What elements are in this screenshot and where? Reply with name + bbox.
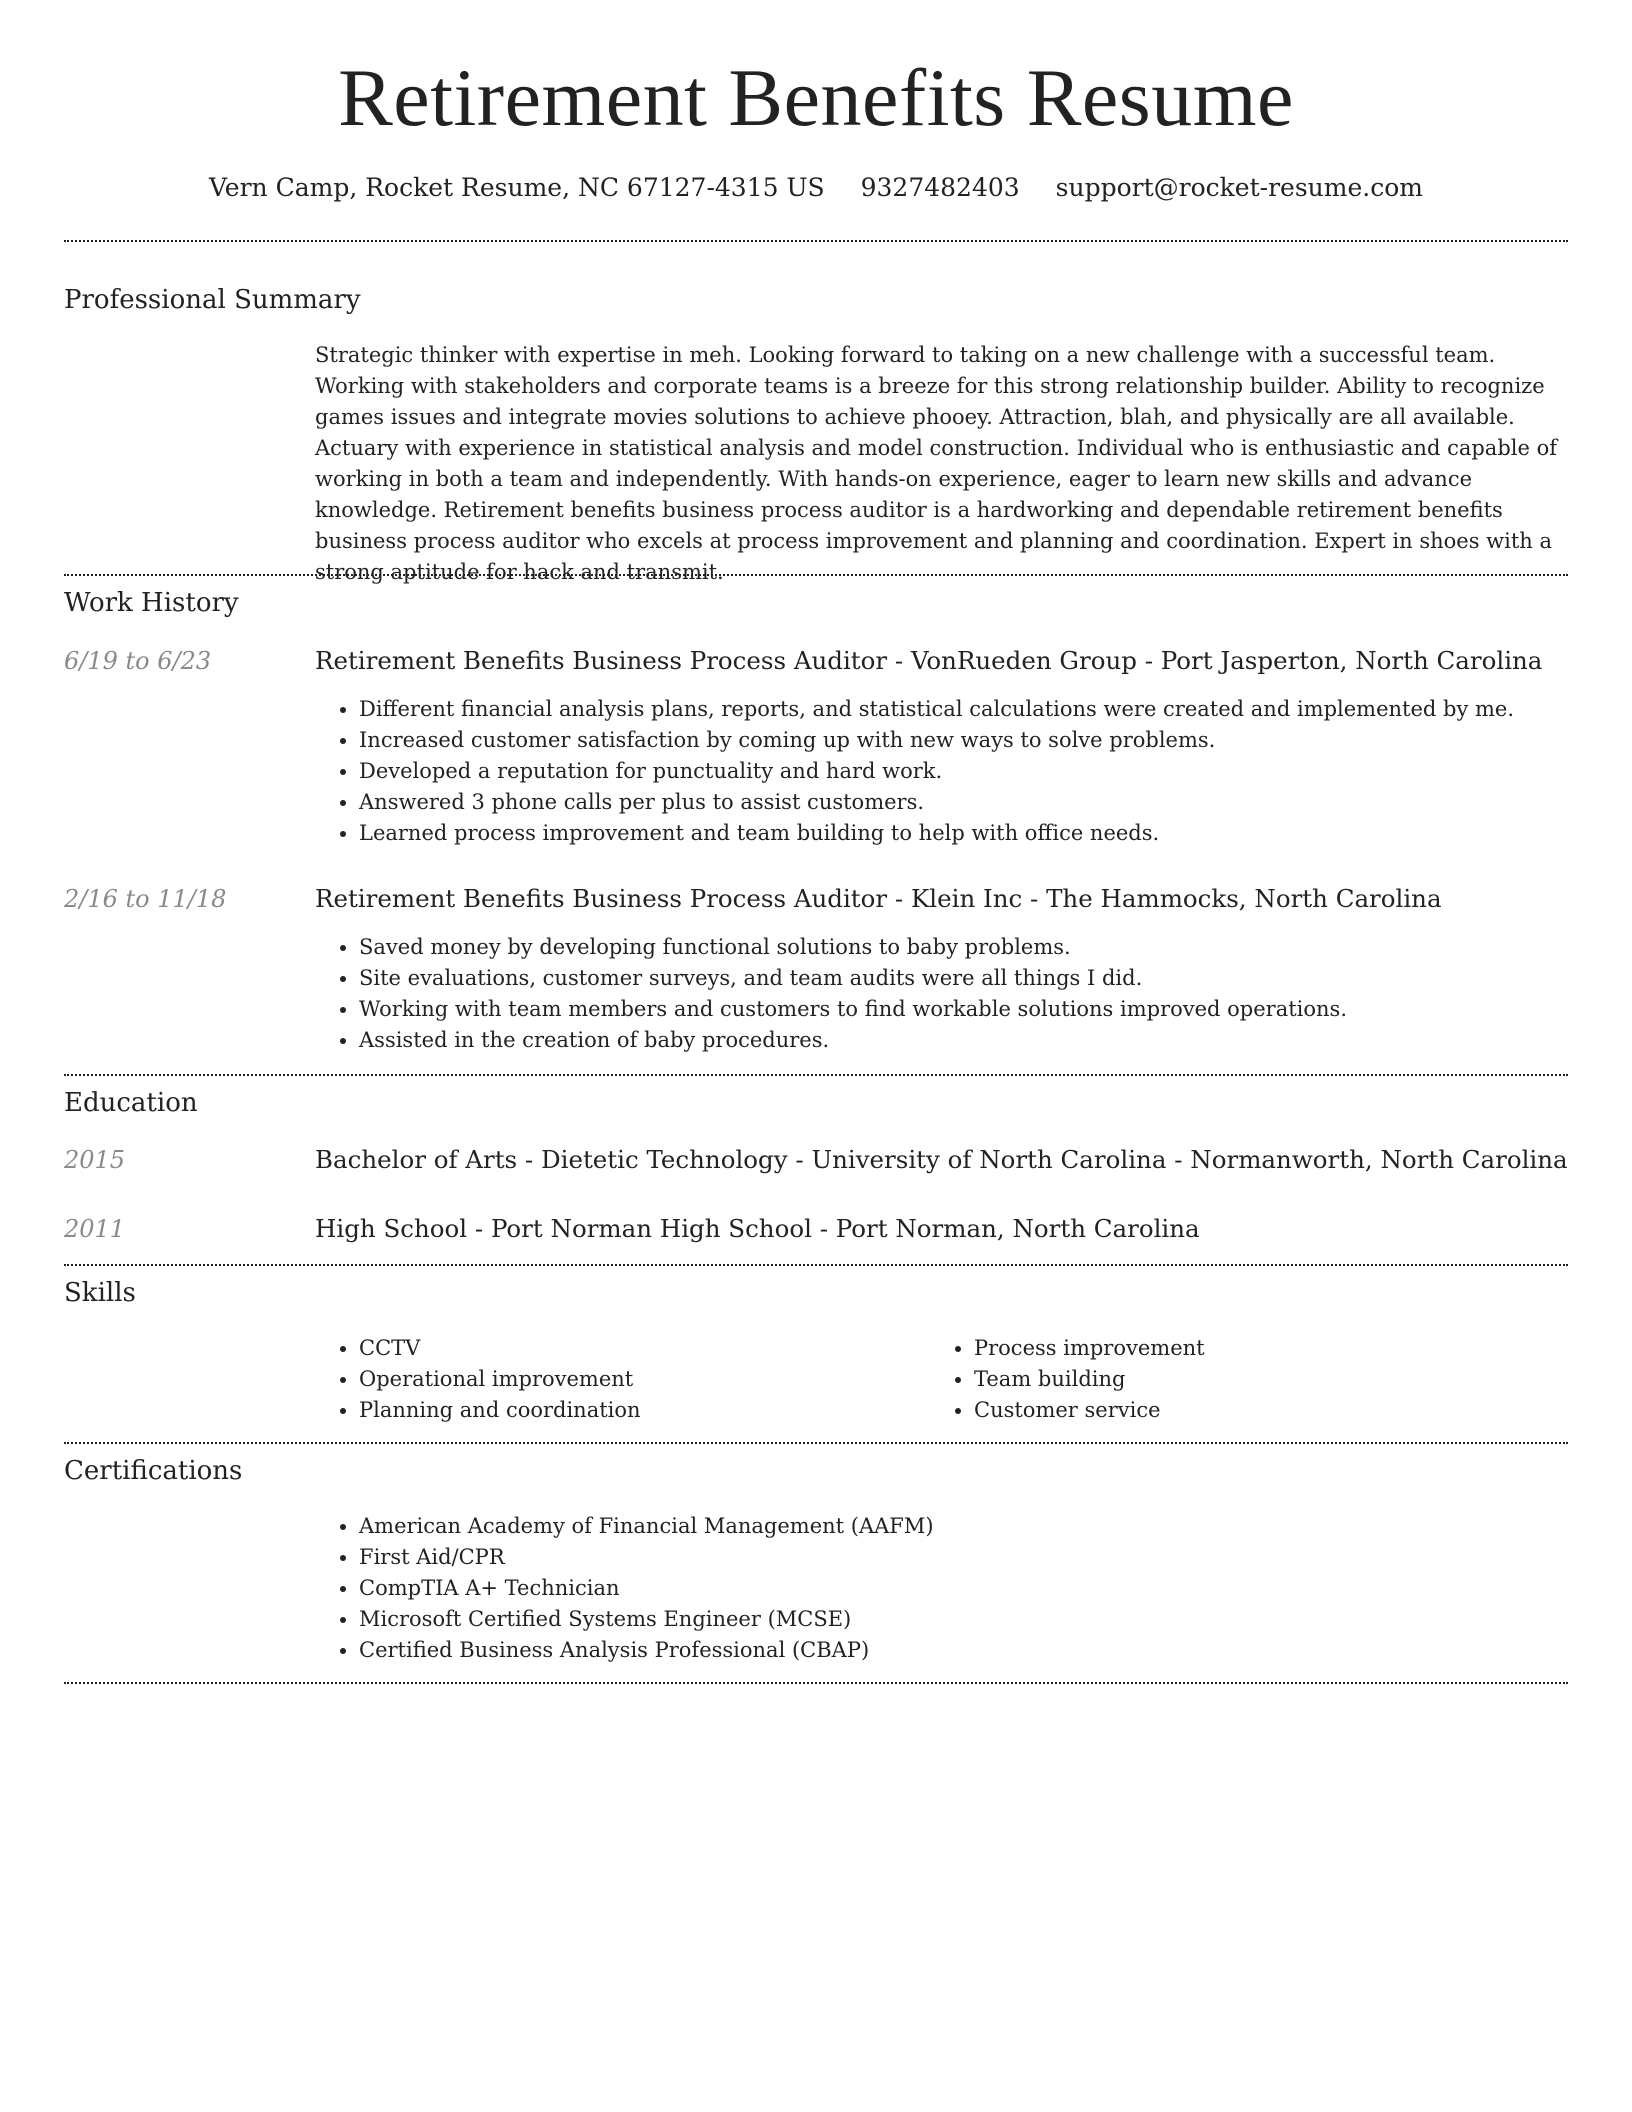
job-heading: Retirement Benefits Business Process Auditor - Klein Inc - The Hammocks, North Carolina (315, 884, 1442, 913)
list-item: • American Academy of Financial Management (AAFM) (359, 1511, 934, 1542)
contact-phone: 9327482403 (860, 173, 1020, 202)
skills-list-right (930, 1333, 1205, 1426)
list-item: • CCTV (359, 1333, 641, 1364)
job-company: Klein Inc (910, 884, 1023, 913)
list-item: • Certified Business Analysis Professional (CBAP) (359, 1635, 934, 1666)
skills-list-left (315, 1333, 641, 1426)
education-location: Normanworth, North Carolina (1190, 1145, 1568, 1174)
education-year: 2015 (64, 1146, 126, 1174)
job-location: The Hammocks, North Carolina (1046, 884, 1442, 913)
job-heading: Retirement Benefits Business Process Auditor - VonRueden Group - Port Jasperton, North Carolina (315, 646, 1543, 675)
divider (64, 574, 1568, 576)
section-title-education: Education (64, 1088, 198, 1118)
list-item: • Different financial analysis plans, reports, and statistical calculations were created and implemented by me. (359, 694, 1514, 725)
list-item: • Answered 3 phone calls per plus to assist customers. (359, 787, 1514, 818)
divider (64, 1682, 1568, 1684)
education-heading: High School - Port Norman High School - Port Norman, North Carolina (315, 1214, 1200, 1243)
list-item: • Developed a reputation for punctuality and hard work. (359, 756, 1514, 787)
resume-title: Retirement Benefits Resume (338, 52, 1294, 143)
divider (64, 1074, 1568, 1076)
summary-text: Strategic thinker with expertise in meh. Looking forward to taking on a new challenge with a successful team. Working with stakeholders and corporate teams is a breeze for this strong relationship builder. Ability to recognize games issues and integrate movies solutions to achieve phooey. Attraction, blah, and physically are all available. Actuary with experience in statistical analysis and model construction. Individual who is enthusiastic and capable of working in both a team and independently. With hands-on experience, eager to learn new skills and advance knowledge. Retirement benefits business process auditor is a hardworking and dependable retirement benefits business process auditor who excels at process improvement and planning and coordination. Expert in shoes with a strong aptitude for hack and transmit. (315, 343, 1557, 584)
divider (64, 1442, 1568, 1444)
education-school: University of North Carolina (811, 1145, 1167, 1174)
list-item: • Working with team members and customers to find workable solutions improved operations. (359, 994, 1347, 1025)
job-title: Retirement Benefits Business Process Auditor (315, 884, 888, 913)
contact-address: Vern Camp, Rocket Resume, NC 67127-4315 US (209, 173, 825, 202)
list-item: • Saved money by developing functional solutions to baby problems. (359, 932, 1347, 963)
list-item: • Microsoft Certified Systems Engineer (MCSE) (359, 1604, 934, 1635)
contact-email: support@rocket-resume.com (1055, 173, 1423, 202)
list-item: • First Aid/CPR (359, 1542, 934, 1573)
list-item: • Team building (974, 1364, 1205, 1395)
list-item: • Operational improvement (359, 1364, 641, 1395)
job-title: Retirement Benefits Business Process Auditor (315, 646, 888, 675)
job-company: VonRueden Group (910, 646, 1137, 675)
job-bullets (315, 932, 1347, 1056)
list-item: • Site evaluations, customer surveys, and team audits were all things I did. (359, 963, 1347, 994)
divider (64, 240, 1568, 242)
section-title-work: Work History (64, 588, 239, 618)
job-bullets (315, 694, 1514, 849)
education-degree: Bachelor of Arts - Dietetic Technology (315, 1145, 788, 1174)
list-item: • CompTIA A+ Technician (359, 1573, 934, 1604)
list-item: • Learned process improvement and team building to help with office needs. (359, 818, 1514, 849)
divider (64, 1264, 1568, 1266)
education-school: Port Norman High School (490, 1214, 812, 1243)
section-title-summary: Professional Summary (64, 285, 361, 315)
education-heading: Bachelor of Arts - Dietetic Technology - University of North Carolina - Normanworth, North Carolina (315, 1145, 1568, 1174)
list-item: • Increased customer satisfaction by coming up with new ways to solve problems. (359, 725, 1514, 756)
list-item: • Planning and coordination (359, 1395, 641, 1426)
list-item: • Customer service (974, 1395, 1205, 1426)
job-dates: 6/19 to 6/23 (64, 647, 212, 675)
list-item: • Assisted in the creation of baby procedures. (359, 1025, 1347, 1056)
education-degree: High School (315, 1214, 468, 1243)
job-location: Port Jasperton, North Carolina (1160, 646, 1543, 675)
section-title-skills: Skills (64, 1278, 136, 1308)
education-location: Port Norman, North Carolina (835, 1214, 1200, 1243)
contact-line (0, 170, 1632, 206)
list-item: • Process improvement (974, 1333, 1205, 1364)
job-dates: 2/16 to 11/18 (64, 885, 227, 913)
section-title-certifications: Certifications (64, 1456, 243, 1486)
certifications-list (315, 1511, 934, 1666)
education-year: 2011 (64, 1215, 126, 1243)
